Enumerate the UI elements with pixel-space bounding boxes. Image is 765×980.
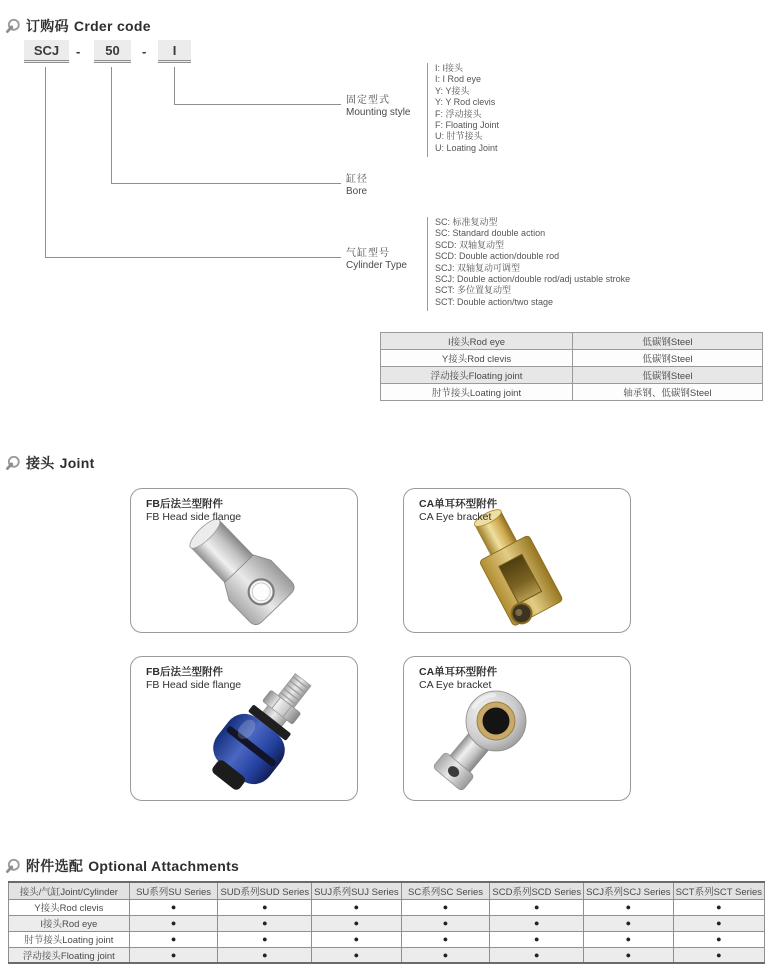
code-dash: - (142, 44, 147, 59)
availability-dot: ● (584, 931, 673, 947)
joint-card-ca-rod-end (403, 656, 631, 801)
section-title-zh: 接头 (26, 455, 55, 471)
section-title-en: Joint (59, 455, 95, 471)
column-header: SCT系列SCT Series (673, 882, 764, 899)
table-row (9, 947, 765, 963)
option-line: I: I Rod eye (435, 74, 482, 85)
column-header: SU系列SU Series (129, 882, 218, 899)
option-line: SCD: 双轴复动型 (435, 239, 505, 250)
table-row (381, 350, 763, 367)
column-header: SUJ系列SUJ Series (312, 882, 401, 899)
availability-dot: ● (218, 899, 312, 915)
mounting-options-list (427, 63, 499, 157)
branch-label-cylinder-type (346, 248, 407, 272)
table-row (381, 333, 763, 350)
option-line: SC: 标准复动型 (435, 217, 498, 227)
material-part-cell: Y接头Rod clevis (381, 350, 573, 367)
availability-dot: ● (490, 947, 584, 963)
code-part-type: SCJ (24, 40, 69, 63)
attachments-header (5, 856, 239, 876)
row-label: 肘节接头Loating joint (9, 931, 130, 947)
card-label-en: CA Eye bracket (419, 511, 492, 523)
section-title-en: Crder code (73, 18, 151, 34)
option-line: F: Floating Joint (435, 120, 500, 131)
material-value-cell: 低碳钢Steel (573, 333, 763, 350)
option-line: Y: Y接头 (435, 85, 470, 96)
card-label (419, 498, 630, 524)
availability-dot: ● (584, 915, 673, 931)
material-value-cell: 轴承钢、低碳钢Steel (573, 384, 763, 401)
availability-dot: ● (673, 915, 764, 931)
card-label-zh: CA单耳环型附件 (419, 666, 498, 678)
availability-dot: ● (673, 931, 764, 947)
connector-line (45, 67, 46, 257)
branch-label-en: Mounting style (346, 107, 411, 118)
availability-dot: ● (401, 931, 490, 947)
column-header: SCJ系列SCJ Series (584, 882, 673, 899)
availability-dot: ● (490, 931, 584, 947)
card-label-zh: FB后法兰型附件 (146, 666, 223, 678)
option-line: Y: Y Rod clevis (435, 97, 496, 108)
availability-dot: ● (312, 931, 401, 947)
availability-dot: ● (401, 915, 490, 931)
availability-dot: ● (673, 947, 764, 963)
cylinder-type-options-list (427, 217, 630, 311)
table-row (9, 931, 765, 947)
availability-dot: ● (584, 899, 673, 915)
availability-dot: ● (312, 947, 401, 963)
availability-dot: ● (129, 915, 218, 931)
material-part-cell: 肘节接头Loating joint (381, 384, 573, 401)
branch-label-en: Bore (346, 186, 368, 197)
row-label: Y接头Rod clevis (9, 899, 130, 915)
order-code-header (5, 16, 151, 36)
availability-dot: ● (401, 899, 490, 915)
material-part-cell: 浮动接头Floating joint (381, 367, 573, 384)
availability-dot: ● (129, 947, 218, 963)
option-line: F: 浮动接头 (435, 108, 482, 119)
option-line: SC: Standard double action (435, 228, 546, 239)
availability-dot: ● (312, 899, 401, 915)
option-line: U: Loating Joint (435, 142, 498, 153)
material-value-cell: 低碳钢Steel (573, 367, 763, 384)
branch-label-zh: 气缸型号 (346, 248, 390, 259)
code-part-bore: 50 (94, 40, 131, 63)
table-row (381, 367, 763, 384)
section-bullet-icon (5, 858, 21, 874)
table-row (9, 899, 765, 915)
availability-dot: ● (401, 947, 490, 963)
availability-dot: ● (490, 899, 584, 915)
branch-label-mounting (346, 95, 410, 119)
attachments-table (8, 881, 765, 964)
material-value-cell: 低碳钢Steel (573, 350, 763, 367)
branch-label-en: Cylinder Type (346, 260, 407, 271)
connector-line (111, 183, 341, 184)
option-line: I: I接头 (435, 63, 464, 73)
option-line: U: 肘节接头 (435, 131, 483, 142)
material-part-cell: I接头Rod eye (381, 333, 573, 350)
section-title-zh: 订购码 (26, 18, 69, 34)
card-label-zh: CA单耳环型附件 (419, 498, 498, 510)
code-part-mounting: I (158, 40, 191, 63)
section-bullet-icon (5, 455, 21, 471)
table-row (9, 915, 765, 931)
row-label: 浮动接头Floating joint (9, 947, 130, 963)
card-label-zh: FB后法兰型附件 (146, 498, 223, 510)
option-line: SCD: Double action/double rod (435, 251, 560, 262)
availability-dot: ● (312, 915, 401, 931)
section-title-zh: 附件选配 (26, 858, 84, 874)
branch-label-bore (346, 174, 368, 198)
branch-label-zh: 固定型式 (346, 95, 390, 106)
card-label-en: CA Eye bracket (419, 679, 492, 691)
card-label-en: FB Head side flange (146, 679, 242, 691)
section-bullet-icon (5, 18, 21, 34)
connector-line (45, 257, 341, 258)
connector-line (111, 67, 112, 183)
joint-card-ca-clevis (403, 488, 631, 633)
card-label-en: FB Head side flange (146, 511, 242, 523)
option-line: SCT: Double action/two stage (435, 296, 554, 307)
card-label (146, 666, 357, 692)
availability-dot: ● (218, 947, 312, 963)
section-title-en: Optional Attachments (88, 858, 240, 874)
code-dash: - (76, 44, 81, 59)
column-header: SUD系列SUD Series (218, 882, 312, 899)
table-row (381, 384, 763, 401)
joint-card-fb-floating-joint (130, 656, 358, 801)
row-label: I接头Rod eye (9, 915, 130, 931)
connector-line (174, 67, 175, 104)
option-line: SCJ: 双轴复动可调型 (435, 262, 521, 273)
branch-label-zh: 缸径 (346, 174, 368, 185)
column-header: 接头/气缸Joint/Cylinder (9, 882, 130, 899)
availability-dot: ● (129, 899, 218, 915)
card-label (419, 666, 630, 692)
option-line: SCT: 多位置复动型 (435, 285, 512, 296)
availability-dot: ● (584, 947, 673, 963)
column-header: SCD系列SCD Series (490, 882, 584, 899)
availability-dot: ● (129, 931, 218, 947)
joint-header (5, 453, 95, 473)
card-label (146, 498, 357, 524)
availability-dot: ● (218, 915, 312, 931)
joint-card-fb-rod-eye (130, 488, 358, 633)
availability-dot: ● (673, 899, 764, 915)
connector-line (174, 104, 341, 105)
availability-dot: ● (490, 915, 584, 931)
attachments-header-row (9, 882, 765, 899)
availability-dot: ● (218, 931, 312, 947)
option-line: SCJ: Double action/double rod/adj ustable stroke (435, 274, 631, 285)
material-table (380, 332, 763, 401)
column-header: SC系列SC Series (401, 882, 490, 899)
